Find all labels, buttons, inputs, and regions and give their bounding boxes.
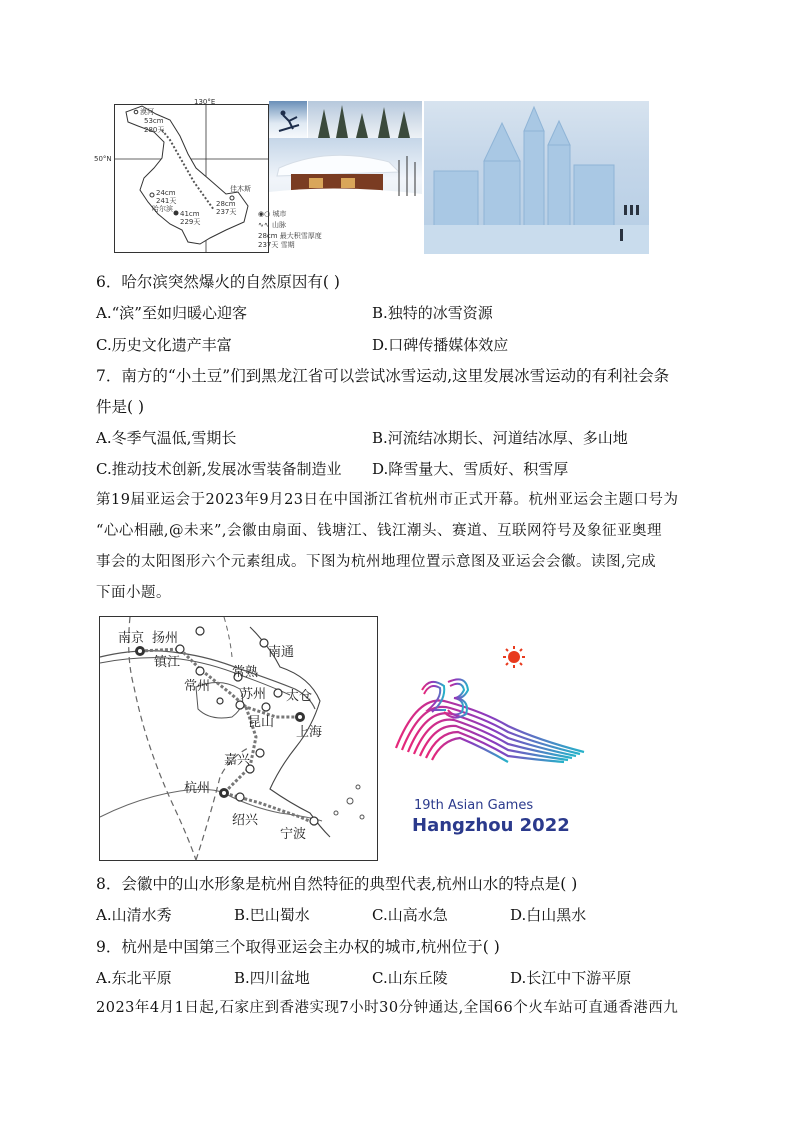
q8-option-a[interactable]: A.山清水秀 xyxy=(96,906,172,924)
q6-option-d[interactable]: D.口碑传播媒体效应 xyxy=(372,336,509,354)
q8-option-c[interactable]: C.山高水急 xyxy=(372,906,448,924)
q6-option-c[interactable]: C.历史文化遗产丰富 xyxy=(96,336,232,354)
passage1-line4: 下面小题。 xyxy=(96,585,171,601)
city-yangzhou: 扬州 xyxy=(152,631,179,646)
legend-days: 237天 雪期 xyxy=(258,241,295,249)
emblem-graphic xyxy=(388,640,598,800)
q7-option-a[interactable]: A.冬季气温低,雪期长 xyxy=(96,429,237,447)
city-ningbo: 宁波 xyxy=(280,827,307,842)
legend-city-text: 城市 xyxy=(272,210,287,218)
legend-depth: 28cm 最大积雪厚度 xyxy=(258,232,322,240)
harbin-depth: 24cm xyxy=(156,189,176,197)
emblem-line2: Hangzhou 2022 xyxy=(412,815,570,836)
mohe-days: 280天 xyxy=(144,126,165,134)
city-suzhou: 苏州 xyxy=(240,687,267,702)
jiamusi-label: 佳木斯 xyxy=(230,185,251,193)
q9-option-c[interactable]: C.山东丘陵 xyxy=(372,969,448,987)
ice-castle-photo xyxy=(424,101,649,254)
heilongjiang-map xyxy=(94,98,269,256)
q6-option-b[interactable]: B.独特的冰雪资源 xyxy=(372,304,493,322)
hangzhou-location-map xyxy=(99,616,378,861)
city-changzhou: 常州 xyxy=(184,679,211,694)
passage2-line1: 2023年4月1日起,石家庄到香港实现7小时30分钟通达,全国66个火车站可直通香港西九 xyxy=(96,1000,679,1016)
q7-stem-line2: 件是( ) xyxy=(96,398,145,416)
q7-option-c[interactable]: C.推动技术创新,发展冰雪装备制造业 xyxy=(96,460,342,478)
q9-option-d[interactable]: D.长江中下游平原 xyxy=(510,969,632,987)
passage1-line1: 第19届亚运会于2023年9月23日在中国浙江省杭州市正式开幕。杭州亚运会主题口号为 xyxy=(96,492,679,508)
city-nantong: 南通 xyxy=(268,645,295,660)
city2-depth: 41cm xyxy=(180,210,200,218)
city-changshu: 常熟 xyxy=(232,665,259,680)
legend-mountain-text: 山脉 xyxy=(271,221,286,229)
snow-village-photo xyxy=(269,138,422,206)
longitude-label: 130°E xyxy=(194,98,216,106)
map-legend xyxy=(258,210,368,256)
legend-mountain: ∿∿ 山脉 xyxy=(258,221,286,229)
harbin-label: 哈尔滨 xyxy=(152,205,173,213)
city-kunshan: 昆山 xyxy=(248,715,275,730)
q8-option-b[interactable]: B.巴山蜀水 xyxy=(234,906,310,924)
city-hangzhou: 杭州 xyxy=(184,781,211,796)
mohe-label: 漠河 xyxy=(140,108,154,116)
city-zhenjiang: 镇江 xyxy=(154,655,181,670)
q7-stem-line1: 7．南方的“小土豆”们到黑龙江省可以尝试冰雪运动,这里发展冰雪运动的有利社会条 xyxy=(96,367,670,385)
heilongjiang-map-drawing xyxy=(114,98,269,256)
q6-stem: 6．哈尔滨突然爆火的自然原因有( ) xyxy=(96,273,340,291)
passage1-line2: “心心相融,@未来”,会徽由扇面、钱塘江、钱江潮头、赛道、互联网符号及象征亚奥理 xyxy=(96,523,663,539)
q7-option-d[interactable]: D.降雪量大、雪质好、积雪厚 xyxy=(372,460,569,478)
jiamusi-depth: 28cm xyxy=(216,200,236,208)
city-nanjing: 南京 xyxy=(118,631,145,646)
harbin-days: 241天 xyxy=(156,197,177,205)
q8-stem: 8．会徽中的山水形象是杭州自然特征的典型代表,杭州山水的特点是( ) xyxy=(96,875,578,893)
passage1-line3: 事会的太阳图形六个元素组成。下图为杭州地理位置示意图及亚运会会徽。读图,完成 xyxy=(96,554,657,570)
city2-days: 229天 xyxy=(180,218,201,226)
q9-option-b[interactable]: B.四川盆地 xyxy=(234,969,310,987)
city-shanghai: 上海 xyxy=(296,725,323,740)
mohe-depth: 53cm xyxy=(144,117,164,125)
city-taicang: 太仓 xyxy=(286,689,313,704)
q9-option-a[interactable]: A.东北平原 xyxy=(96,969,172,987)
emblem-line1: 19th Asian Games xyxy=(414,798,534,813)
legend-city: ◉○ 城市 xyxy=(258,210,287,218)
latitude-label: 50°N xyxy=(94,155,112,163)
q7-option-b[interactable]: B.河流结冰期长、河道结冰厚、多山地 xyxy=(372,429,628,447)
city-jiaxing: 嘉兴 xyxy=(224,753,251,768)
skier-photo xyxy=(269,101,307,138)
q9-stem: 9．杭州是中国第三个取得亚运会主办权的城市,杭州位于( ) xyxy=(96,938,500,956)
asian-games-emblem xyxy=(388,640,598,845)
q8-option-d[interactable]: D.白山黑水 xyxy=(510,906,587,924)
jiamusi-days: 237天 xyxy=(216,208,237,216)
forest-photo xyxy=(308,101,422,138)
q6-option-a[interactable]: A.“滨”至如归暖心迎客 xyxy=(96,304,247,322)
city-shaoxing: 绍兴 xyxy=(232,813,259,828)
